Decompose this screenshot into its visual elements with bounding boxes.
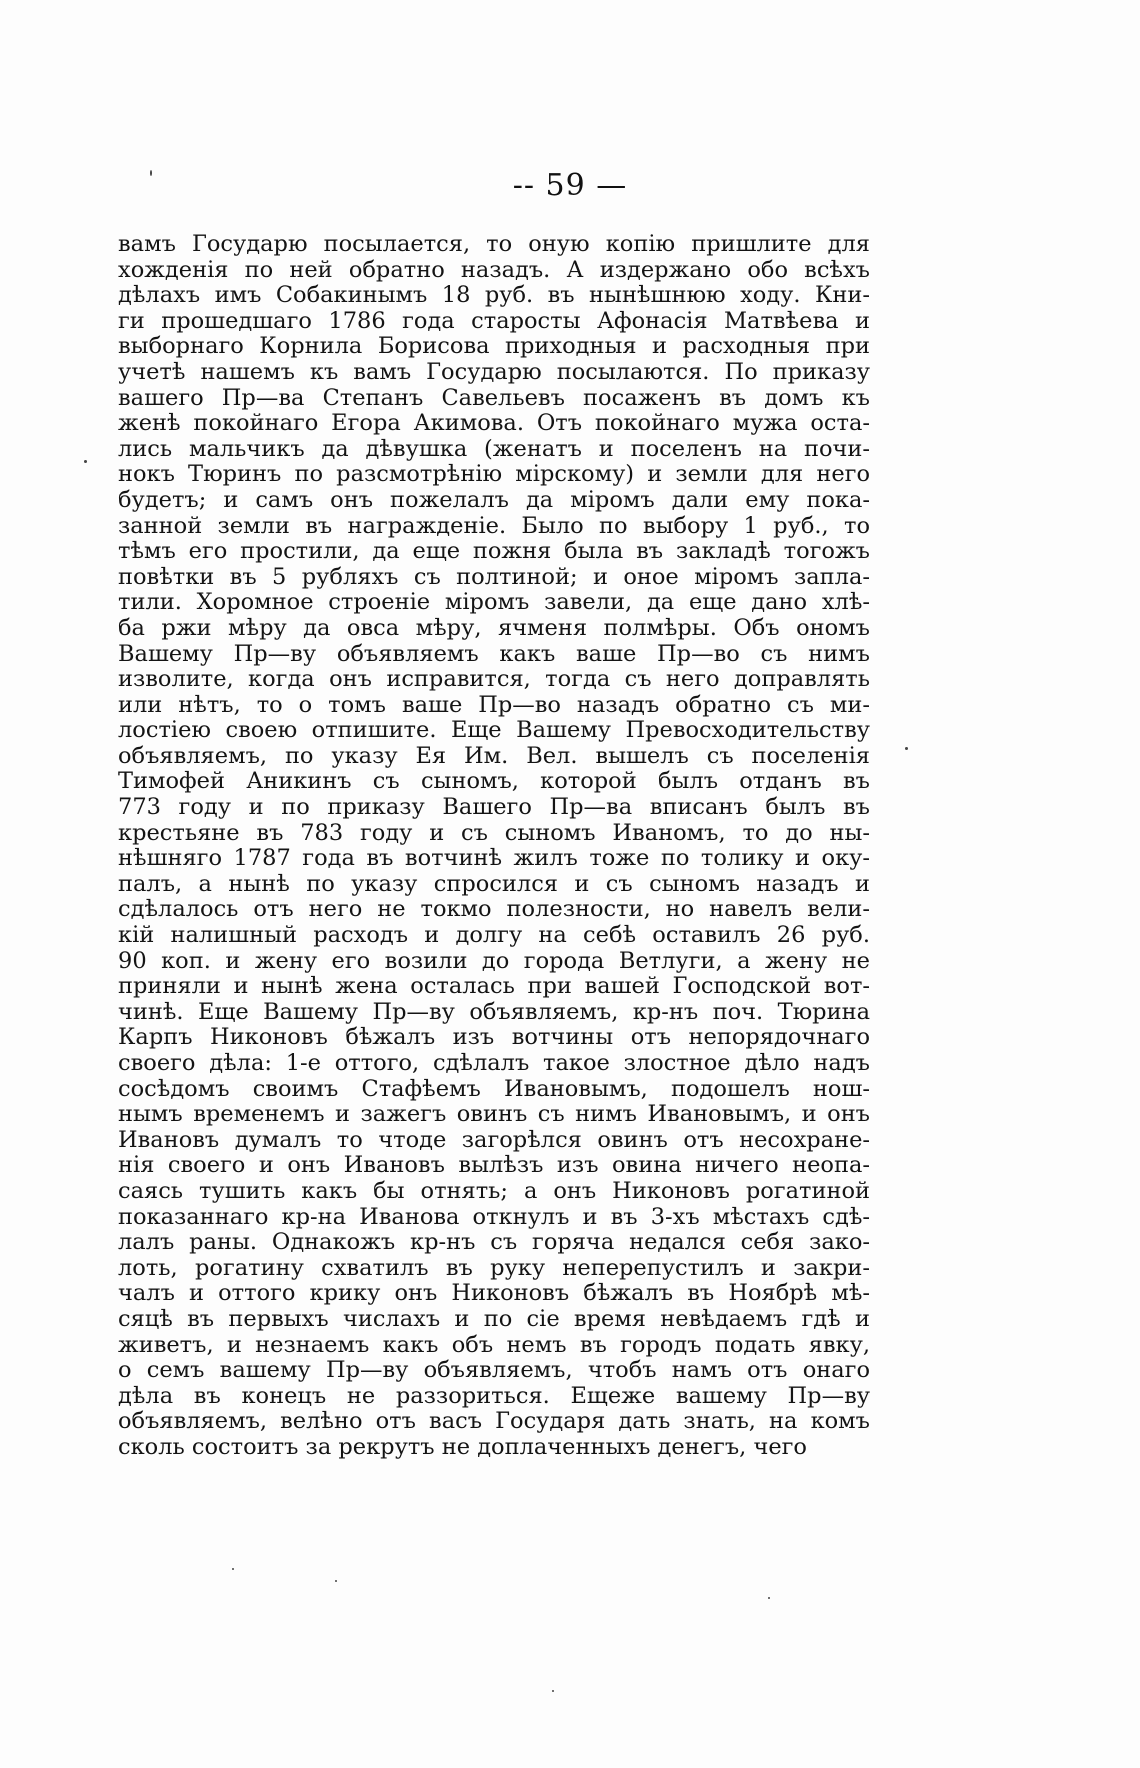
text-line: сосѣдомъ своимъ Стафѣемъ Ивановымъ, подошелъ нош- xyxy=(118,1075,870,1102)
text-line: учетѣ нашемъ къ вамъ Государю посылаются. По приказу xyxy=(118,358,870,385)
body-text xyxy=(118,232,870,1461)
text-line: живетъ, и незнаемъ какъ объ немъ въ городъ подать явку, xyxy=(118,1331,870,1358)
text-line: 90 коп. и жену его возили до города Ветлуги, а жену не xyxy=(118,947,870,974)
text-line: дѣла въ конецъ не раззориться. Ещеже вашему Пр—ву xyxy=(118,1382,870,1409)
scan-speck xyxy=(150,170,152,176)
text-line: изволите, когда онъ исправится, тогда съ него доправлять xyxy=(118,666,870,693)
scan-speck xyxy=(84,460,87,463)
text-line: сяцѣ въ первыхъ числахъ и по сіе время невѣдаемъ гдѣ и xyxy=(118,1305,870,1332)
text-line: хожденія по ней обратно назадъ. А издержано обо всѣхъ xyxy=(118,256,870,283)
text-line: лалъ раны. Однакожъ кр-нъ съ горяча недался себя зако- xyxy=(118,1229,870,1256)
text-line: крестьяне въ 783 году и съ сыномъ Иваномъ, то до ны- xyxy=(118,819,870,846)
text-line: нѣшняго 1787 года въ вотчинѣ жилъ тоже по толику и оку- xyxy=(118,845,870,872)
text-line: будетъ; и самъ онъ пожелалъ да міромъ дали ему пока- xyxy=(118,486,870,513)
scan-speck xyxy=(232,1568,234,1570)
text-line: кій налишный расходъ и долгу на себѣ оставилъ 26 руб. xyxy=(118,922,870,949)
text-line: показаннаго кр-на Иванова откнулъ и въ 3-хъ мѣстахъ сдѣ- xyxy=(118,1203,870,1230)
text-line: ги прошедшаго 1786 года старосты Афонасія Матвѣева и xyxy=(118,307,870,334)
text-line: Тимофей Аникинъ съ сыномъ, которой былъ отданъ въ xyxy=(118,768,870,795)
text-line: саясь тушить какъ бы отнять; а онъ Никоновъ рогатиной xyxy=(118,1177,870,1204)
scan-speck xyxy=(905,747,908,750)
text-line: о семъ вашему Пр—ву объявляемъ, чтобъ намъ отъ онаго xyxy=(118,1357,870,1384)
text-line: тили. Хоромное строеніе міромъ завели, да еще дано хлѣ- xyxy=(118,589,870,616)
page-number: -- 59 — xyxy=(512,168,628,203)
text-line: женѣ покойнаго Егора Акимова. Отъ покойнаго мужа оста- xyxy=(118,410,870,437)
text-line: объявляемъ, по указу Ея Им. Вел. вышелъ съ поселенія xyxy=(118,742,870,769)
text-line: сдѣлалось отъ него не токмо полезности, но навелъ вели- xyxy=(118,896,870,923)
text-line: тѣмъ его простили, да еще пожня была въ закладѣ тогожъ xyxy=(118,538,870,565)
text-line: чалъ и оттого крику онъ Никоновъ бѣжалъ въ Ноябрѣ мѣ- xyxy=(118,1280,870,1307)
text-line: ба ржи мѣру да овса мѣру, ячменя полмѣры. Объ ономъ xyxy=(118,614,870,641)
text-line: Ивановъ думалъ то чтоде загорѣлся овинъ отъ несохране- xyxy=(118,1126,870,1153)
text-line: выборнаго Корнила Борисова приходныя и расходныя при xyxy=(118,333,870,360)
text-line: сколь состоитъ за рекрутъ не доплаченныхъ денегъ, чего xyxy=(118,1433,807,1460)
text-line: дѣлахъ имъ Собакинымъ 18 руб. въ нынѣшнюю ходу. Кни- xyxy=(118,282,870,309)
scan-speck xyxy=(768,1597,770,1599)
text-line: нія своего и онъ Ивановъ вылѣзъ изъ овина ничего неопа- xyxy=(118,1152,870,1179)
text-line: лись мальчикъ да дѣвушка (женатъ и поселенъ на почи- xyxy=(118,435,870,462)
text-line: повѣтки въ 5 рубляхъ съ полтиной; и оное міромъ запла- xyxy=(118,563,870,590)
text-line: Карпъ Никоновъ бѣжалъ изъ вотчины отъ непорядочнаго xyxy=(118,1024,870,1051)
text-line: вамъ Государю посылается, то оную копію пришлите для xyxy=(118,231,870,257)
text-line: нокъ Тюринъ по разсмотрѣнію мірскому) и земли для него xyxy=(118,461,870,488)
text-line: лоть, рогатину схватилъ въ руку неперепустилъ и закри- xyxy=(118,1254,870,1281)
text-line: 773 году и по приказу Вашего Пр—ва вписанъ былъ въ xyxy=(118,794,870,821)
text-line: или нѣтъ, то о томъ ваше Пр—во назадъ обратно съ ми- xyxy=(118,691,870,718)
text-line: занной земли въ награжденіе. Было по выбору 1 руб., то xyxy=(118,512,870,539)
text-line: Вашему Пр—ву объявляемъ какъ ваше Пр—во съ нимъ xyxy=(118,640,870,667)
text-line: лостіею своею отпишите. Еще Вашему Превосходительству xyxy=(118,717,870,744)
text-line: объявляемъ, велѣно отъ васъ Государя дать знать, на комъ xyxy=(118,1408,870,1435)
scan-speck xyxy=(552,1690,554,1692)
text-line: нымъ временемъ и зажегъ овинъ съ нимъ Ивановымъ, и онъ xyxy=(118,1101,870,1128)
text-line: чинѣ. Еще Вашему Пр—ву объявляемъ, кр-нъ поч. Тюрина xyxy=(118,998,870,1025)
text-line: палъ, а нынѣ по указу спросился и съ сыномъ назадъ и xyxy=(118,870,870,897)
scan-speck xyxy=(335,1580,337,1582)
text-line: своего дѣла: 1-е оттого, сдѣлалъ такое злостное дѣло надъ xyxy=(118,1050,870,1076)
text-line: приняли и нынѣ жена осталась при вашей Господской вот- xyxy=(118,973,870,1000)
text-line: вашего Пр—ва Степанъ Савельевъ посаженъ въ домъ къ xyxy=(118,384,870,411)
